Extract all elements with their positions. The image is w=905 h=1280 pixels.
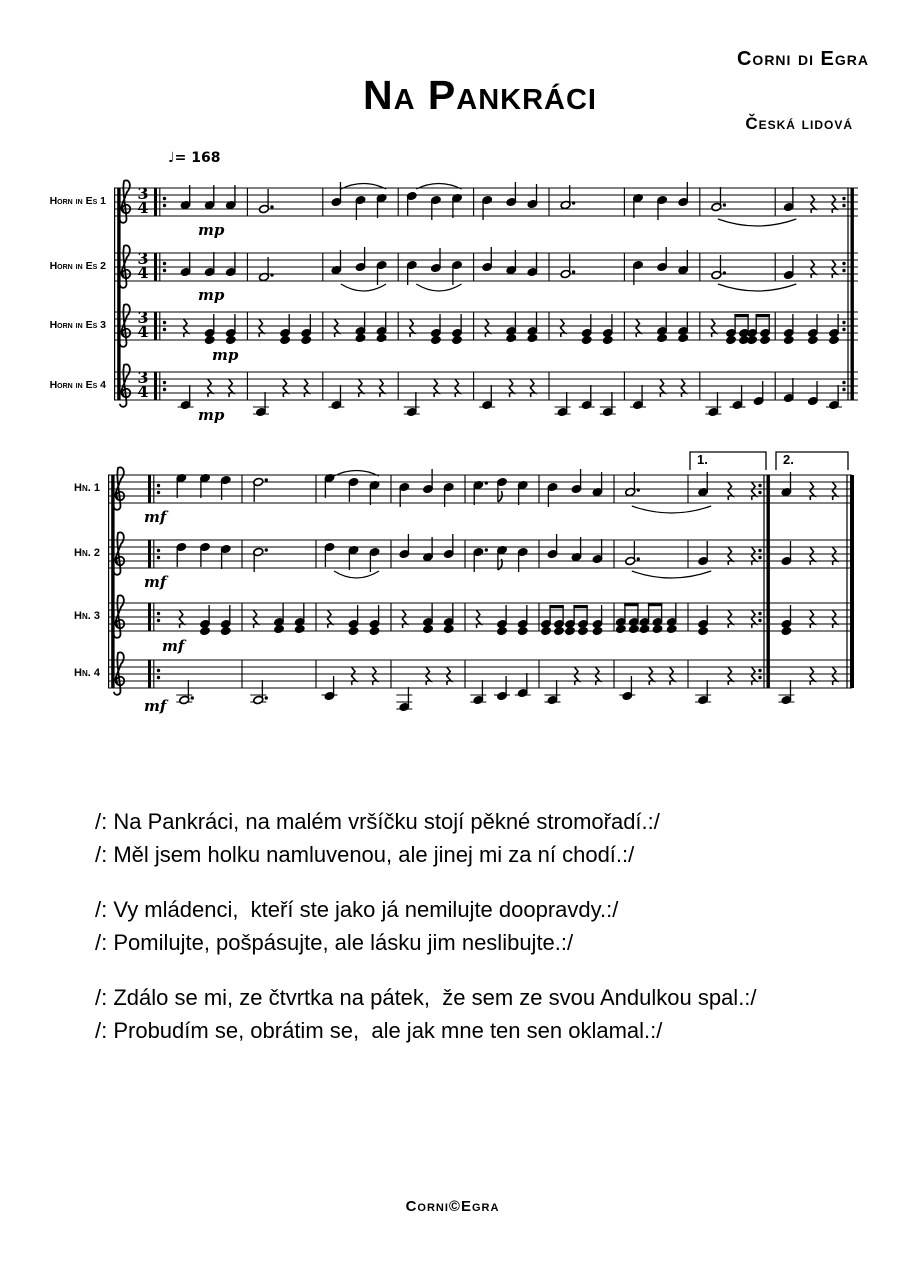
time-signature-denominator: 4	[137, 198, 149, 217]
lyric-line: /: Pomilujte, pošpásujte, ale lásku jim neslibujte.:/	[95, 929, 574, 955]
lyric-stanza	[95, 806, 885, 871]
lyric-stanza	[95, 894, 885, 959]
dynamic-marking: mp	[198, 406, 225, 424]
staff-label-hn3: Hn. 3	[74, 610, 100, 622]
dynamic-marking: mp	[198, 221, 225, 239]
volta-1-label: 1.	[697, 452, 708, 467]
system-2	[108, 452, 854, 712]
time-signature-numerator: 3	[137, 368, 149, 387]
staff-notes	[184, 312, 840, 345]
staff-label-horn1: Horn in Es 1	[49, 195, 106, 207]
system-1	[114, 180, 858, 416]
time-signature-numerator: 3	[137, 308, 149, 327]
staff-label-hn2: Hn. 2	[74, 547, 100, 559]
lyric-line: /: Vy mládenci, kteří ste jako já nemilujte doopravdy.:/	[95, 897, 619, 922]
dynamic-marking: mp	[198, 286, 225, 304]
staff-notes	[178, 378, 842, 417]
dynamic-marking: mp	[212, 346, 239, 364]
page-title: Na Pankráci	[362, 72, 597, 118]
staff-label-horn3: Horn in Es 3	[49, 319, 106, 331]
footer-credit: Corni©Egra	[405, 1198, 500, 1215]
dynamic-marking: mf	[144, 697, 167, 715]
lyric-line: /: Zdálo se mi, ze čtvrtka na pátek, že sem ze svou Andulkou spal.:/	[95, 985, 757, 1010]
lyric-line: /: Na Pankráci, na malém vršíčku stojí pěkné stromořadí.:/	[95, 809, 660, 834]
time-signature-denominator: 4	[137, 263, 149, 282]
time-signature	[134, 308, 152, 341]
subtitle: Česká lidová	[745, 114, 853, 133]
lyric-stanza	[95, 982, 885, 1047]
time-signature-numerator: 3	[137, 249, 149, 268]
time-signature-numerator: 3	[137, 184, 149, 203]
staff-label-hn1: Hn. 1	[74, 482, 100, 494]
time-signature	[134, 184, 152, 217]
time-signature	[134, 368, 152, 401]
time-signature	[134, 249, 152, 282]
time-signature-denominator: 4	[137, 322, 149, 341]
dynamic-marking: mf	[144, 573, 167, 591]
tempo-marking: ♩= 168	[168, 150, 221, 166]
lyric-line: /: Měl jsem holku namluvenou, ale jinej mi za ní chodí.:/	[95, 841, 635, 867]
staff-label-hn4: Hn. 4	[74, 667, 100, 679]
staff-label-horn4: Horn in Es 4	[49, 379, 106, 391]
volta-2-label: 2.	[783, 452, 794, 467]
time-signature-denominator: 4	[137, 382, 149, 401]
ensemble-credit: Corni di Egra	[736, 48, 869, 70]
lyric-line: /: Probudím se, obrátim se, ale jak mne ten sen oklamal.:/	[95, 1017, 663, 1043]
lyrics-block	[95, 806, 885, 1070]
dynamic-marking: mf	[162, 637, 185, 655]
dynamic-marking: mf	[144, 508, 167, 526]
staff-label-horn2: Horn in Es 2	[49, 260, 106, 272]
